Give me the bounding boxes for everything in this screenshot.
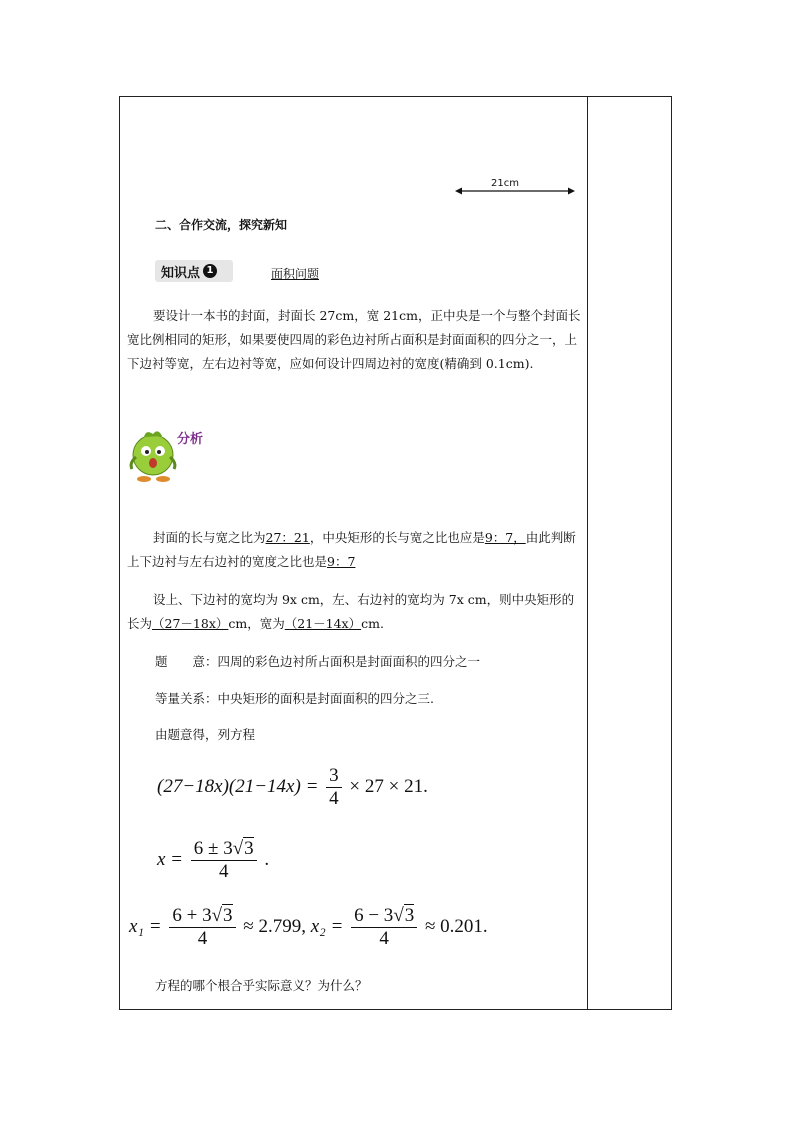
solution-tail: . [264,848,270,870]
knowledge-point-badge [155,260,233,282]
width-arrow [455,178,575,198]
setup-paragraph [127,588,582,636]
question-line: 方程的哪个根合乎实际意义？为什么？ [155,978,368,993]
main-equation [157,765,428,810]
equation-lhs: (27−18x)(21−14x) = [157,775,319,797]
root2-denominator: 4 [379,928,389,949]
problem-text: 要设计一本书的封面，封面长 27cm，宽 21cm，正中央是一个与整个封面长宽比例相同的矩形，如果要使四周的彩色边衬所占面积是封面面积的四分之一，上下边衬等宽，左右边衬等宽，应如何设计四周边衬的宽度(精确到 0.1cm). [127,308,581,371]
equation-rhs: × 27 × 21. [349,775,428,797]
root1-denominator: 4 [197,928,208,949]
root2-num-b: 3 [404,905,415,926]
knowledge-point-number: 1 [203,264,217,278]
ratio-text-c: ，中央矩形的长与宽之比也应是 [309,530,485,545]
setup-blank-2: （21－14x） [284,616,362,631]
equation-intro: 由题意得，列方程 [155,727,256,742]
root1-num-a: 6 + 3 [172,905,212,926]
solution-num-b: 3 [244,838,254,859]
setup-text-a: 设上、下边衬的宽均为 9x cm，左、右边衬的宽均为 7x cm，则中央矩形的长为 [127,592,575,631]
topic-line: 题 意：四周的彩色边衬所占面积是封面面积的四分之一 [155,654,481,669]
root2-var: x₂ = [310,915,344,937]
setup-blank-1: （27－18x） [152,616,229,631]
solution-denominator: 4 [218,861,229,882]
equal-line: 等量关系：中央矩形的面积是封面面积的四分之三. [155,691,434,706]
root1-numerator: 6 + 3√3 [169,905,235,928]
root1-num-b: 3 [223,905,233,926]
equation-denominator: 4 [329,788,339,809]
section-title: 二、合作交流，探究新知 [155,218,288,232]
analysis-label: 分析 [177,432,204,447]
knowledge-point-label: 知识点 [161,265,201,281]
solution-fraction [191,838,257,883]
root2-numerator: 6 − 3√3 [351,905,417,928]
root1-value: ≈ 2.799, [243,915,306,937]
root2-num-a: 6 − 3 [354,905,394,926]
mascot-icon [126,425,180,485]
solution-var: x = [157,848,184,870]
root1-fraction [169,905,235,950]
ratio-text-a: 封面的长与宽之比为 [153,530,266,545]
setup-text-c: cm，宽为 [228,616,285,631]
root2-value: ≈ 0.201. [425,915,488,937]
equation-numerator: 3 [326,765,342,788]
ratio-text-e: 由此判断上下边衬与左右边衬的宽度之比也是 [127,530,576,569]
solution-numerator: 6 ± 3√3 [191,838,257,861]
ratio-blank-2: 9：7， [484,530,526,545]
arrow-label: 21cm [491,178,519,189]
solution-num-a: 6 ± 3 [193,838,233,859]
equation-fraction [326,765,342,810]
ratio-paragraph [127,526,582,574]
solution-formula [157,838,269,883]
ratio-blank-1: 27：21 [265,530,310,545]
root2-fraction [351,905,417,950]
setup-text-e: cm. [361,616,384,631]
root1-var: x₁ = [129,915,162,937]
column-divider [587,96,588,1010]
double-arrow-icon [455,186,575,196]
roots-formula [129,905,488,950]
knowledge-point-title: 面积问题 [271,267,320,281]
ratio-blank-3: 9：7 [327,554,356,569]
